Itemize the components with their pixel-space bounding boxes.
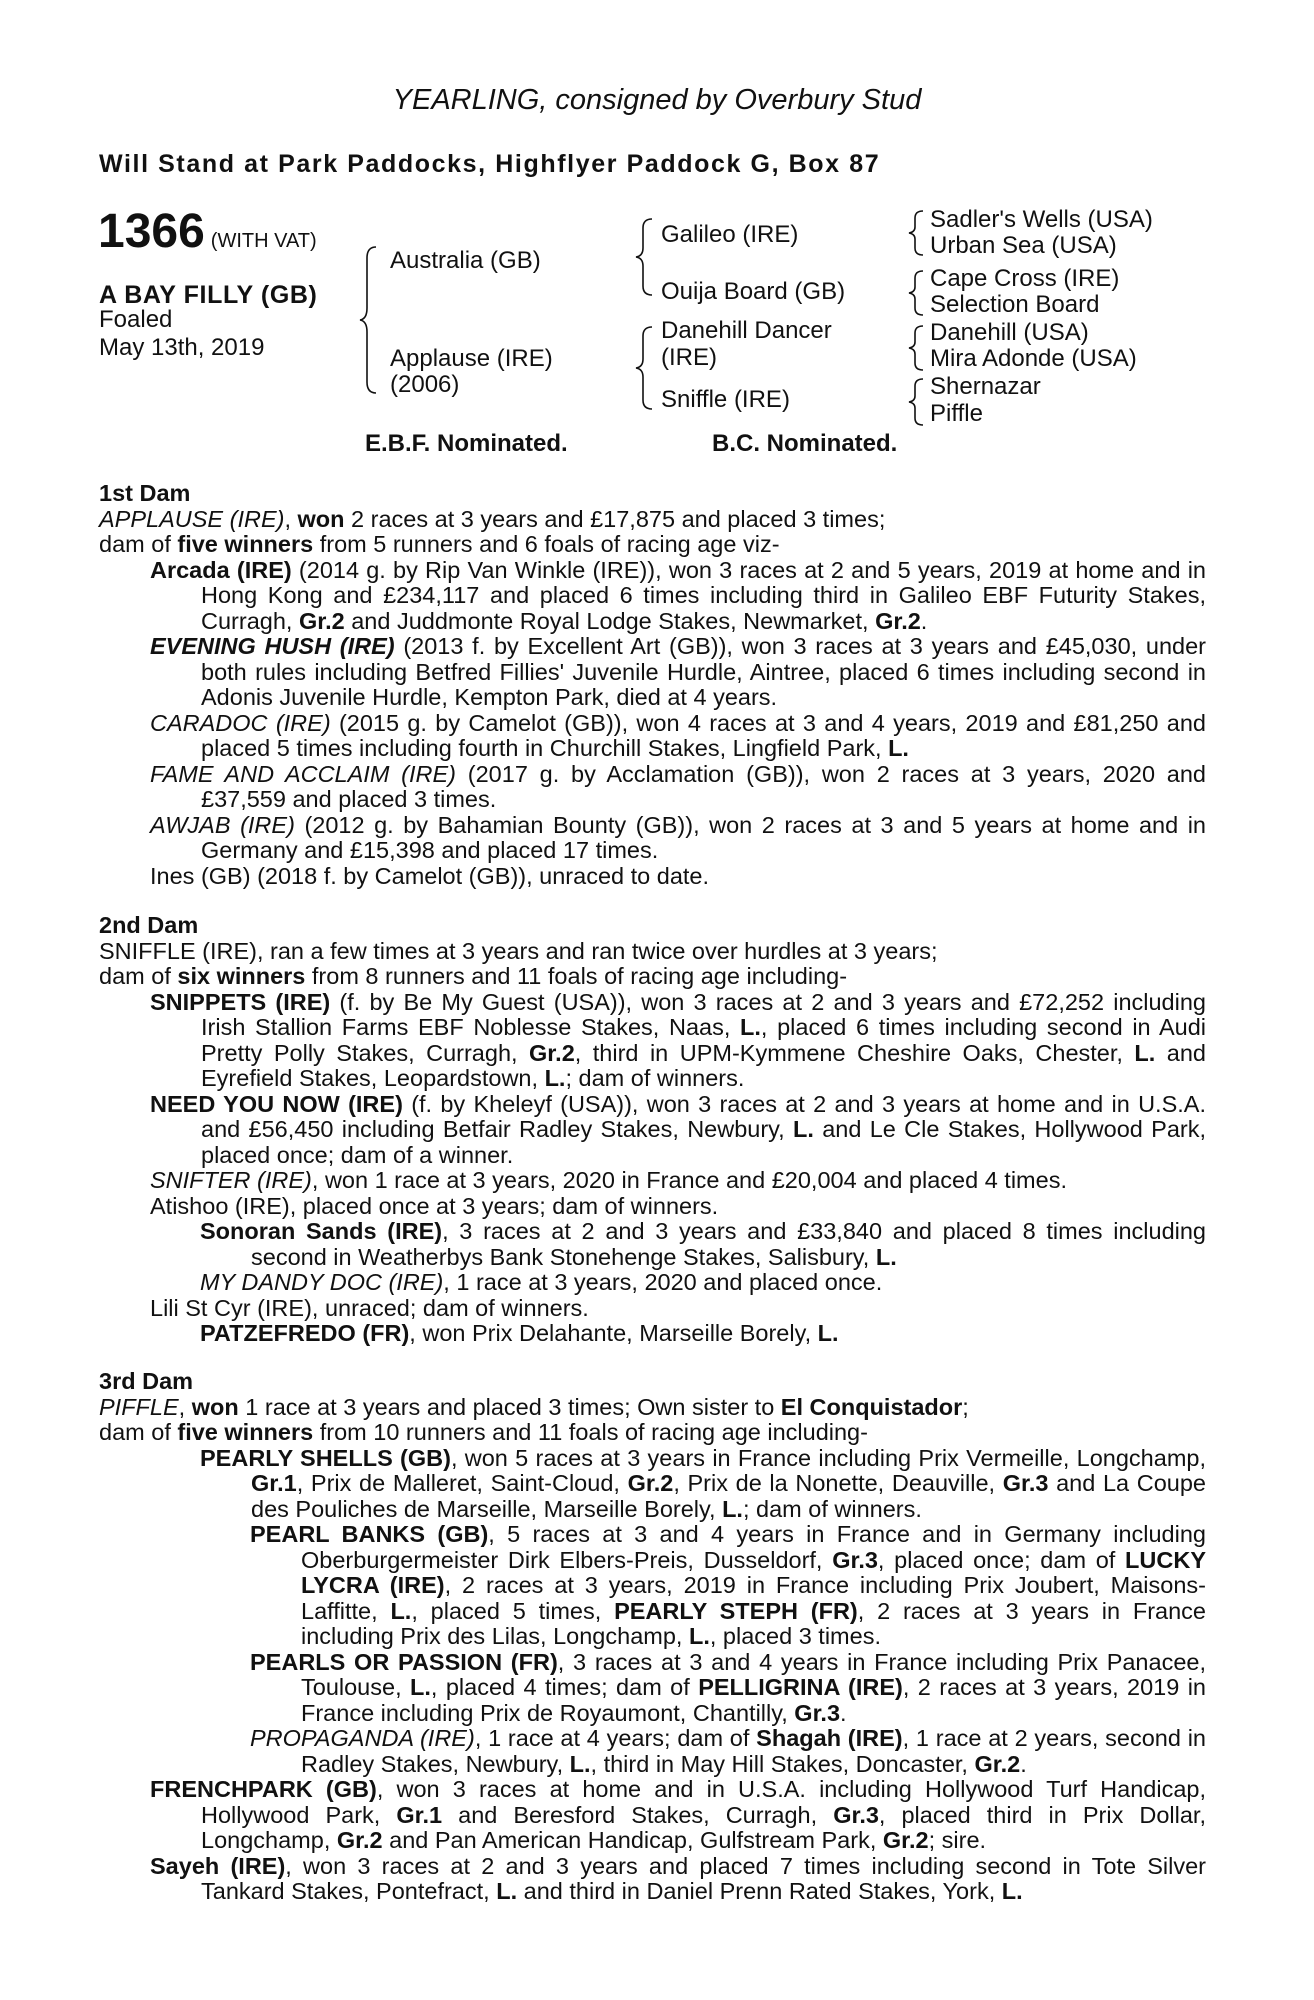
dam-of-text: dam of	[99, 1419, 178, 1445]
produce-text: (2012 g. by Bahamian Bounty (GB)), won 2 races at 3 and 5 years at home and in Germany and £15,398 and placed 17 times.	[201, 811, 1206, 863]
grade-label: Gr.2	[529, 1039, 575, 1066]
produce-text: from 10 runners and 11 foals of racing age including-	[313, 1419, 868, 1445]
produce-name: SNIFTER (IRE)	[150, 1167, 312, 1193]
produce-name: PELLIGRINA (IRE)	[698, 1674, 903, 1700]
pedigree-bracket-2b	[640, 326, 654, 410]
produce-text: (2017 g. by Acclamation (GB)), won 2 races at 3 years, 2020 and £37,559 and placed 3 times.	[201, 760, 1206, 812]
produce-text: , 3 races at 3 and 4 years in France including Prix Panacee, Toulouse,	[301, 1648, 1206, 1700]
produce-name: FRENCHPARK (GB)	[150, 1776, 377, 1802]
listed-label: L.	[569, 1750, 591, 1777]
produce-text: , placed 3 times.	[709, 1623, 881, 1649]
produce-entry	[99, 813, 1206, 864]
produce-entry	[99, 1777, 1206, 1854]
listed-label: L.	[1134, 1039, 1156, 1066]
produce-text: ; dam of winners.	[742, 1495, 922, 1522]
produce-text: , placed 5 times,	[411, 1597, 615, 1624]
pedigree-dam-dam: Sniffle (IRE)	[661, 386, 790, 413]
produce-entry	[99, 1854, 1206, 1905]
listed-label: L.	[817, 1320, 839, 1346]
produce-name: LUCKY LYCRA (IRE)	[301, 1546, 1206, 1598]
produce-text: and La Coupe des Pouliches de Marseille, Marseille Borely,	[251, 1470, 1206, 1522]
produce-entry: Atishoo (IRE), placed once at 3 years; dam of winners.	[150, 1192, 719, 1219]
produce-name: Sonoran Sands (IRE)	[200, 1218, 443, 1244]
produce-name: PEARL BANKS (GB)	[250, 1521, 489, 1547]
grade-label: Gr.2	[298, 607, 345, 634]
intro-text: ;	[962, 1393, 969, 1420]
produce-text: (f. by Be My Guest (USA)), won 3 races at 2 and 3 years and £72,252 including Irish Stallion Farms EBF Noblesse Stakes, Naas,	[201, 988, 1206, 1040]
produce-entry	[99, 558, 1206, 635]
produce-text: , won 3 races at 2 and 3 years and placed 7 times including second in Tote Silver Tankard Stakes, Pontefract,	[201, 1852, 1206, 1904]
produce-text: .	[840, 1699, 847, 1726]
produce-text: (f. by Kheleyf (USA)), won 3 races at 2 and 3 years at home and in U.S.A. and £56,450 including Betfair Radley Stakes, Newbury,	[201, 1090, 1206, 1142]
produce-name: AWJAB (IRE)	[150, 811, 295, 838]
produce-entry: Lili St Cyr (IRE), unraced; dam of winners.	[150, 1294, 589, 1321]
produce-text: , placed 4 times; dam of	[430, 1674, 699, 1700]
standing-location: Will Stand at Park Paddocks, Highflyer Paddock G, Box 87	[99, 150, 881, 178]
sister-name: El Conquistador	[780, 1393, 963, 1420]
first-dam-produce-line	[99, 532, 1206, 558]
pedigree-g8: Piffle	[930, 400, 983, 427]
produce-entry	[99, 990, 1206, 1092]
produce-text: , placed 6 times including second in Audi Pretty Polly Stakes, Curragh,	[201, 1014, 1206, 1066]
produce-name: FAME AND ACCLAIM (IRE)	[150, 760, 457, 787]
grade-label: Gr.1	[396, 1801, 443, 1828]
produce-text: and Juddmonte Royal Lodge Stakes, Newmarket,	[344, 607, 876, 634]
produce-text: and Eyrefield Stakes, Leopardstown,	[201, 1039, 1206, 1091]
produce-text: , 2 races at 3 years, 2019 in France including Prix Joubert, Maisons-Laffitte,	[301, 1572, 1206, 1624]
produce-text: , 3 races at 2 and 3 years and £33,840 and placed 8 times including second in Weatherbys Bank Stonehenge Stakes, Salisbury,	[251, 1218, 1206, 1270]
produce-name: NEED YOU NOW (IRE)	[150, 1090, 403, 1117]
winners-count: six winners	[177, 963, 306, 989]
won-text: won	[297, 505, 345, 532]
third-dam-produce-line	[99, 1420, 1206, 1446]
third-dam-section	[99, 1369, 1206, 1905]
second-dam-heading: 2nd Dam	[99, 912, 199, 938]
listed-label: L.	[888, 735, 909, 761]
winners-count: five winners	[177, 531, 314, 557]
produce-text: , Prix de Malleret, Saint-Cloud,	[296, 1470, 628, 1496]
grade-label: Gr.2	[974, 1750, 1021, 1777]
pedigree-bracket-3b	[912, 270, 924, 316]
dam-of-text: dam of	[99, 531, 178, 557]
pedigree-g3: Cape Cross (IRE)	[930, 265, 1120, 292]
won-text: won	[191, 1393, 239, 1420]
pedigree-dam-sire: Danehill Dancer	[661, 317, 832, 344]
produce-text: , 1 race at 2 years, second in Radley Stakes, Newbury,	[301, 1725, 1206, 1777]
produce-name: PATZEFREDO (FR)	[200, 1320, 410, 1346]
vat-note: (WITH VAT)	[210, 230, 317, 252]
produce-text: , 1 race at 3 years, 2020 and placed once.	[443, 1269, 883, 1295]
pedigree-g5: Danehill (USA)	[930, 319, 1089, 346]
pedigree-bracket-2a	[640, 218, 654, 296]
dam-of-text: dam of	[99, 963, 178, 989]
intro-text: ,	[178, 1393, 192, 1420]
pedigree-g7: Shernazar	[930, 373, 1041, 400]
produce-text: and Le Cle Stakes, Hollywood Park, placed once; dam of a winner.	[201, 1116, 1206, 1168]
produce-text: , won 1 race at 3 years, 2020 in France and £20,004 and placed 4 times.	[311, 1167, 1067, 1193]
horse-name: A BAY FILLY (GB)	[99, 281, 318, 309]
produce-text: , won 3 races at home and in U.S.A. including Hollywood Turf Handicap, Hollywood Park,	[201, 1776, 1206, 1828]
bc-nominated: B.C. Nominated.	[712, 430, 898, 457]
produce-text: , won Prix Delahante, Marseille Borely,	[409, 1320, 818, 1346]
produce-entry	[99, 1650, 1206, 1727]
produce-entry: Ines (GB) (2018 f. by Camelot (GB)), unraced to date.	[150, 862, 710, 889]
produce-entry	[99, 1270, 1206, 1296]
ebf-nominated: E.B.F. Nominated.	[365, 430, 568, 457]
pedigree-g6: Mira Adonde (USA)	[930, 345, 1137, 372]
first-dam-heading: 1st Dam	[99, 480, 191, 506]
listed-label: L.	[793, 1116, 814, 1142]
grade-label: Gr.2	[882, 1827, 929, 1853]
lot-number-block	[98, 205, 317, 258]
produce-text: from 5 runners and 6 foals of racing age viz-	[313, 531, 780, 557]
produce-text: , won 5 races at 3 years in France including Prix Vermeille, Longchamp,	[450, 1444, 1206, 1471]
produce-text: (2015 g. by Camelot (GB)), won 4 races at 3 and 4 years, 2019 and £81,250 and placed 5 times including fourth in Churchill Stakes, Lingfield Park,	[201, 709, 1206, 761]
pedigree-dam: Applause (IRE)	[390, 345, 553, 372]
produce-name: Shagah (IRE)	[756, 1725, 903, 1751]
produce-entry	[99, 1168, 1206, 1194]
foaled-block	[99, 306, 264, 362]
pedigree-g4: Selection Board	[930, 291, 1100, 318]
pedigree-g2: Urban Sea (USA)	[930, 232, 1117, 259]
produce-name: CARADOC (IRE)	[150, 709, 331, 736]
consignment-line: YEARLING, consigned by Overbury Stud	[392, 84, 922, 116]
produce-name: PROPAGANDA (IRE)	[250, 1725, 475, 1751]
third-dam-intro	[99, 1395, 1206, 1421]
produce-text: , third in May Hill Stakes, Doncaster,	[590, 1750, 975, 1777]
produce-text: (2013 f. by Excellent Art (GB)), won 3 races at 3 years and £45,030, under both rules including Betfred Fillies' Juvenile Hurdle, Aintree, placed 6 times including second in Adonis Juvenile Hurdle, Kempton Park, died at 4 years.	[201, 633, 1206, 710]
first-dam-intro: APPLAUSE (IRE), won 2 races at 3 years and £17,875 and placed 3 times;	[99, 505, 886, 532]
intro-text: 2 races at 3 years and £17,875 and placed 3 times;	[344, 505, 886, 532]
first-dam-section	[99, 481, 1206, 889]
produce-name: SNIPPETS (IRE)	[150, 988, 331, 1015]
foaled-label: Foaled	[99, 306, 173, 333]
listed-label: L.	[496, 1878, 518, 1904]
intro-text: 1 race at 3 years and placed 3 times; Own sister to	[238, 1393, 781, 1420]
produce-name: EVENING HUSH (IRE)	[150, 633, 395, 659]
pedigree-bracket-3a	[912, 210, 924, 256]
produce-text: ; sire.	[928, 1827, 987, 1853]
second-dam-produce-line	[99, 964, 1206, 990]
produce-text: .	[920, 607, 928, 634]
produce-name: Arcada (IRE)	[150, 556, 292, 583]
produce-text: .	[1020, 1750, 1027, 1777]
listed-label: L.	[544, 1065, 566, 1091]
produce-name: PEARLY SHELLS (GB)	[200, 1444, 451, 1471]
listed-label: L.	[1001, 1878, 1023, 1904]
lot-number: 1366	[98, 205, 205, 258]
produce-text: , placed third in Prix Dollar, Longchamp,	[201, 1801, 1206, 1853]
produce-entry	[99, 1726, 1206, 1777]
produce-entry	[99, 711, 1206, 762]
listed-label: L.	[688, 1623, 710, 1649]
produce-text: and Pan American Handicap, Gulfstream Park,	[382, 1827, 883, 1853]
produce-entry	[99, 1219, 1206, 1270]
grade-label: Gr.3	[832, 1546, 878, 1573]
listed-label: L.	[410, 1674, 431, 1700]
second-dam-intro: SNIFFLE (IRE), ran a few times at 3 years and ran twice over hurdles at 3 years;	[99, 937, 938, 964]
produce-text: , Prix de la Nonette, Deauville,	[673, 1470, 1003, 1496]
produce-entry	[99, 1321, 1206, 1347]
third-dam-heading: 3rd Dam	[99, 1368, 194, 1394]
produce-text: and Beresford Stakes, Curragh,	[442, 1801, 834, 1828]
listed-label: L.	[740, 1014, 761, 1040]
produce-name: Sayeh (IRE)	[150, 1852, 286, 1879]
pedigree-bracket-3c	[912, 325, 924, 371]
pedigree-sire-sire: Galileo (IRE)	[661, 221, 799, 248]
produce-entry	[99, 634, 1206, 711]
produce-text: , third in UPM-Kymmene Cheshire Oaks, Chester,	[574, 1039, 1135, 1066]
produce-text: from 8 runners and 11 foals of racing age including-	[305, 963, 848, 989]
pedigree-sire-dam: Ouija Board (GB)	[661, 278, 846, 305]
grade-label: Gr.1	[251, 1470, 297, 1496]
produce-text: ; dam of winners.	[565, 1065, 745, 1091]
pedigree-sire: Australia (GB)	[390, 247, 541, 274]
dam-name: PIFFLE	[99, 1393, 179, 1420]
produce-entry	[99, 1522, 1206, 1650]
second-dam-section	[99, 913, 1206, 1347]
grade-label: Gr.3	[794, 1699, 841, 1726]
produce-text: and third in Daniel Prenn Rated Stakes, York,	[517, 1878, 1002, 1904]
listed-label: L.	[390, 1597, 412, 1624]
listed-label: L.	[875, 1243, 897, 1270]
pedigree-dam-sire-2: (IRE)	[661, 344, 717, 371]
produce-text: , 1 race at 4 years; dam of	[474, 1725, 757, 1751]
pedigree-bracket-3d	[912, 378, 924, 426]
produce-entry	[99, 1092, 1206, 1169]
produce-text: , 2 races at 3 years, 2019 in France including Prix de Royaumont, Chantilly,	[301, 1674, 1206, 1726]
produce-text: , 2 races at 3 years in France including Prix des Lilas, Longchamp,	[301, 1597, 1206, 1649]
produce-entry	[99, 762, 1206, 813]
produce-name: PEARLS OR PASSION (FR)	[250, 1648, 558, 1675]
grade-label: Gr.3	[833, 1801, 879, 1828]
grade-label: Gr.2	[875, 607, 921, 634]
listed-label: L.	[722, 1495, 743, 1522]
pedigree-bracket-1	[364, 246, 378, 394]
foaled-date: May 13th, 2019	[99, 334, 265, 361]
winners-count: five winners	[177, 1419, 314, 1445]
produce-text: , 5 races at 3 and 4 years in France and in Germany including Oberburgermeister Dirk Elbers-Preis, Dusseldorf,	[301, 1521, 1206, 1573]
produce-name: PEARLY STEPH (FR)	[614, 1597, 858, 1624]
produce-text: , placed once; dam of	[877, 1546, 1126, 1573]
pedigree-dam-year: (2006)	[390, 371, 460, 398]
dam-name: APPLAUSE (IRE)	[99, 505, 285, 532]
grade-label: Gr.2	[336, 1827, 383, 1853]
pedigree-g1: Sadler's Wells (USA)	[930, 206, 1153, 233]
produce-entry	[99, 1446, 1206, 1523]
grade-label: Gr.3	[1002, 1470, 1049, 1496]
produce-text: (2014 g. by Rip Van Winkle (IRE)), won 3 races at 2 and 5 years, 2019 at home and in Hong Kong and £234,117 and placed 6 times including third in Galileo EBF Futurity Stakes, Curragh,	[201, 556, 1206, 634]
produce-name: MY DANDY DOC (IRE)	[200, 1269, 444, 1295]
grade-label: Gr.2	[627, 1470, 674, 1496]
